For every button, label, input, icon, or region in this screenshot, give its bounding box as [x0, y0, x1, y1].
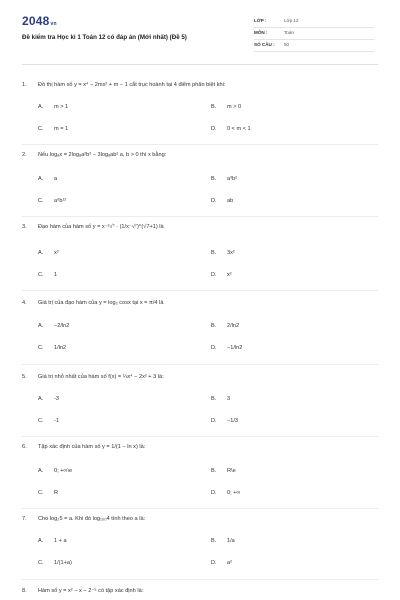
option-d[interactable]: D. −1/ln2 [211, 345, 243, 351]
meta-subject-key: MÔN : [254, 30, 268, 35]
option-c[interactable]: C. 1 [38, 272, 58, 278]
option-a[interactable]: A. -3 [38, 396, 59, 402]
option-b[interactable]: B. 2/ln2 [211, 323, 240, 329]
option-b[interactable]: B. 3x² [211, 250, 235, 256]
question-text: 6. Tập xác định của hàm số y = 1/(1 − ln x) là: [22, 444, 146, 450]
question-divider [22, 508, 378, 509]
option-a[interactable]: A. x³ [38, 250, 59, 256]
question-divider [22, 579, 378, 580]
question-divider [22, 436, 378, 437]
meta-count [254, 40, 374, 52]
option-c[interactable]: C. 1/ln2 [38, 345, 67, 351]
option-b[interactable]: B. 3 [211, 396, 231, 402]
option-c[interactable]: C. m = 1 [38, 126, 69, 132]
option-b[interactable]: B. 1/a [211, 538, 235, 544]
option-d[interactable]: D. 0; +∞ [211, 490, 241, 496]
option-d[interactable]: D. −1/3 [211, 418, 239, 424]
question-divider [22, 144, 378, 145]
option-d[interactable]: D. x² [211, 272, 232, 278]
site-logo[interactable]: 2048vn [22, 14, 57, 28]
meta-class-value: Lớp 12 [284, 18, 299, 23]
meta-count-key: SỐ CÂU : [254, 42, 275, 47]
option-c[interactable]: C. 1/(1+a) [38, 560, 72, 566]
option-a[interactable]: A. 0; +∞\e [38, 468, 73, 474]
header-divider [22, 64, 378, 65]
option-a[interactable]: A. −2/ln2 [38, 323, 70, 329]
question-text: 3. Đạo hàm của hàm số y = x⁻²√⁷ · (1/x⁻√⁷)^(√7+1) là [22, 224, 164, 230]
meta-subject-value: Toán [284, 30, 294, 35]
option-a[interactable]: A. a [38, 176, 58, 182]
meta-class [254, 16, 374, 28]
meta-class-key: LỚP : [254, 18, 267, 23]
option-b[interactable]: B. R\e [211, 468, 236, 474]
question-text: 8. Hàm số y = x² − x − 2⁻⁵ có tập xác định là: [22, 588, 144, 594]
option-d[interactable]: D. 0 < m < 1 [211, 126, 251, 132]
question-divider [22, 290, 378, 291]
document-meta [254, 16, 374, 52]
question-text: 4. Giá trị của đạo hàm của y = log₂ cosx tại x = π/4 là [22, 300, 164, 306]
option-b[interactable]: B. a³b² [211, 176, 237, 182]
question-divider [22, 364, 378, 365]
option-c[interactable]: C. a⁶b¹² [38, 198, 67, 204]
option-a[interactable]: A. 1 + a [38, 538, 67, 544]
option-c[interactable]: C. R [38, 490, 59, 496]
meta-count-value: 50 [284, 42, 290, 47]
option-d[interactable]: D. ab [211, 198, 234, 204]
option-d[interactable]: D. a² [211, 560, 232, 566]
meta-subject [254, 28, 374, 40]
question-text: 2. Nếu logₐx = 2logₐa²b³ − 3logₐab² a, b > 0 thì x bằng: [22, 152, 167, 158]
question-text: 7. Cho log₂5 = a. Khi đó log₁₀₀4 tính theo a là: [22, 516, 146, 522]
question-text: 5. Giá trị nhỏ nhất của hàm số f(x) = ¼x⁴ − 2x² + 3 là: [22, 374, 164, 380]
option-a[interactable]: A. m > 1 [38, 104, 69, 110]
document-header [0, 0, 400, 58]
option-b[interactable]: B. m > 0 [211, 104, 242, 110]
option-c[interactable]: C. -1 [38, 418, 59, 424]
question-divider [22, 216, 378, 217]
page-title: Đề kiểm tra Học kì 1 Toán 12 có đáp án (Mới nhất) (Đề 5) [22, 34, 187, 41]
question-text: 1. Đồ thị hàm số y = x⁴ − 2mx² + m − 1 cắt trục hoành tại 4 điểm phân biệt khi: [22, 82, 226, 88]
